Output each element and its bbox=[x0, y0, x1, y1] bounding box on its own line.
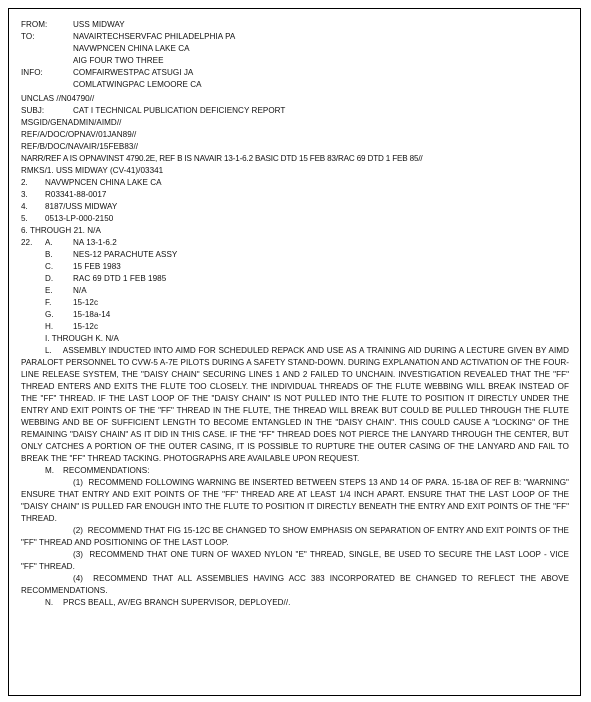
to-value: AIG FOUR TWO THREE bbox=[73, 56, 164, 65]
sub-text: N/A bbox=[73, 286, 87, 295]
item-number: 2. bbox=[21, 178, 28, 187]
sub-label: E. bbox=[45, 286, 53, 295]
item-22-d bbox=[21, 273, 569, 285]
rec-number: (1) bbox=[73, 478, 84, 487]
info-value: COMFAIRWESTPAC ATSUGI JA bbox=[73, 68, 194, 77]
item-number: 5. bbox=[21, 214, 28, 223]
rec-text: RECOMMEND THAT ONE TURN OF WAXED NYLON "E" THREAD, SINGLE, BE USED TO SECURE THE LAST LOOP - VICE "FF" THREAD. bbox=[21, 550, 569, 571]
to-value: NAVAIRTECHSERVFAC PHILADELPHIA PA bbox=[73, 32, 236, 41]
from-value: USS MIDWAY bbox=[73, 20, 125, 29]
sub-text: PRCS BEALL, AV/EG BRANCH SUPERVISOR, DEPLOYED//. bbox=[63, 598, 291, 607]
item-number: 3. bbox=[21, 190, 28, 199]
item-number: 22. bbox=[21, 238, 33, 247]
ref-b-line: REF/B/DOC/NAVAIR/15FEB83// bbox=[21, 142, 139, 151]
item-22-m bbox=[21, 465, 569, 477]
to-line bbox=[21, 55, 569, 67]
rec-number: (2) bbox=[73, 526, 84, 535]
sub-label: D. bbox=[45, 274, 54, 283]
subj-value: CAT I TECHNICAL PUBLICATION DEFICIENCY REPORT bbox=[73, 106, 286, 115]
sub-text: RAC 69 DTD 1 FEB 1985 bbox=[73, 274, 167, 283]
to-label: TO: bbox=[21, 32, 35, 41]
recommendation bbox=[21, 549, 569, 573]
sub-label: A. bbox=[45, 238, 53, 247]
paragraph-text: ASSEMBLY INDUCTED INTO AIMD FOR SCHEDULED REPACK AND USE AS A TRAINING AID DURING A LECTURE GIVEN BY AIMD PARALOFT PERSONNEL TO CVW-5 A-7E PILOTS DURING A SAFETY STAND-DOWN. DURING EXPLANATION AND ACTIVATION OF THE FOUR-LINE RELEASE SYSTEM, THE "DAISY CHAIN" SECURING LINES 1 AND 2 FAILED TO UNCHAIN. INVESTIGATION REVEALED THAT THE "FF" THREAD ENTERS AND EXITS THE FLUTE TOO CLOSELY. THE INDIVIDUAL THREADS OF THE FLUTE WEBBING WILL BREAK INSTEAD OF THE "FF" THREAD. IF THE LAST LOOP OF THE "DAISY CHAIN" IS NOT PULLED INTO THE FLUTE TO POSITION IT DIRECTLY UNDER THE ENTRY AND EXIT POINTS OF THE "FF" THREAD IN THE FLUTE, THE THREAD WILL BREAK BUT COULD BE PULLED THROUGH THE FLUTE WEBBING AND BE OF SUFFICIENT LENGTH TO BECOME ENTANGLED IN THE "DAISY CHAIN". THIS COULD CAUSE A "LOCKING" OF THE REMAINING "DAISY CHAIN" AS IT DID IN THIS CASE. IF THE "FF" THREAD DOES NOT PIERCE THE LANYARD THROUGH THE CENTER, BUT ONLY CATCHES A PORTION OF THE OUTER CASING, IT IS POSSIBLE TO RUPTURE THE OUTER CASING OF THE LANYARD AND FAIL TO BREAK THE "FF" THREAD TACKING. PHOTOGRAPHS ARE AVAILABLE UPON REQUEST. bbox=[21, 346, 569, 463]
sub-heading: RECOMMENDATIONS: bbox=[63, 466, 150, 475]
rec-number: (4) bbox=[73, 574, 84, 583]
sub-label: C. bbox=[45, 262, 54, 271]
sub-label: B. bbox=[45, 250, 53, 259]
item-22-i-k bbox=[21, 333, 569, 345]
item-text: 0513-LP-000-2150 bbox=[45, 214, 114, 223]
ref-a-line: REF/A/DOC/OPNAV/01JAN89// bbox=[21, 130, 137, 139]
to-value: NAVWPNCEN CHINA LAKE CA bbox=[73, 44, 190, 53]
sub-text: 15 FEB 1983 bbox=[73, 262, 121, 271]
item-text: 8187/USS MIDWAY bbox=[45, 202, 118, 211]
sub-label: N. bbox=[45, 598, 54, 607]
item-22-g bbox=[21, 309, 569, 321]
subj-line bbox=[21, 105, 569, 117]
recommendation bbox=[21, 525, 569, 549]
subj-label: SUBJ: bbox=[21, 106, 45, 115]
rec-text: RECOMMEND THAT FIG 15-12C BE CHANGED TO SHOW EMPHASIS ON SEPARATION OF ENTRY AND EXIT POINTS OF THE "FF" THREAD AND POSITIONING OF THE LAST LOOP. bbox=[21, 526, 569, 547]
sub-label: G. bbox=[45, 310, 54, 319]
msgid-line: MSGID/GENADMIN/AIMD// bbox=[21, 118, 122, 127]
recommendation bbox=[21, 573, 569, 597]
rec-text: RECOMMEND THAT ALL ASSEMBLIES HAVING ACC 383 INCORPORATED BE CHANGED TO REFLECT THE ABOVE RECOMMENDATIONS. bbox=[21, 574, 569, 595]
rmks-line: RMKS/1. USS MIDWAY (CV-41)/03341 bbox=[21, 166, 164, 175]
item-22-c bbox=[21, 261, 569, 273]
narr-line: NARR/REF A IS OPNAVINST 4790.2E, REF B IS NAVAIR 13-1-6.2 BASIC DTD 15 FEB 83/RAC 69 DTD 1 FEB 85// bbox=[21, 154, 423, 163]
item-number: 4. bbox=[21, 202, 28, 211]
through-6-21-line: 6. THROUGH 21. N/A bbox=[21, 226, 101, 235]
sub-label: F. bbox=[45, 298, 52, 307]
rec-number: (3) bbox=[73, 550, 84, 559]
from-line bbox=[21, 19, 569, 31]
sub-text: I. THROUGH K. N/A bbox=[45, 334, 120, 343]
sub-label: M. bbox=[45, 466, 55, 475]
numbered-item bbox=[21, 189, 569, 201]
numbered-item bbox=[21, 177, 569, 189]
sub-text: NA 13-1-6.2 bbox=[73, 238, 117, 247]
info-value: COMLATWINGPAC LEMOORE CA bbox=[73, 80, 202, 89]
sub-text: 15-12c bbox=[73, 322, 99, 331]
item-22-n bbox=[21, 597, 569, 609]
to-line bbox=[21, 31, 569, 43]
item-22-a bbox=[21, 237, 569, 249]
info-label: INFO: bbox=[21, 68, 43, 77]
info-line bbox=[21, 67, 569, 79]
sub-label: L. bbox=[45, 346, 52, 355]
rec-text: RECOMMEND FOLLOWING WARNING BE INSERTED BETWEEN STEPS 13 AND 14 OF PARA. 15-18A OF REF B: "WARNING" ENSURE THAT ENTRY AND EXIT POINTS OF THE "FF" THREAD ARE AT LEAST 1/4 INCH APART. ENSURE THAT THE LAST LOOP OF THE "DAISY CHAIN" IS PULLED FAR ENOUGH INTO THE FLUTE TO POSITION IT DIRECTLY BENEATH THE ENTRY AND EXIT POINTS OF THE "FF" THREAD. bbox=[21, 478, 569, 523]
recommendation bbox=[21, 477, 569, 525]
unclas-line: UNCLAS //N04790// bbox=[21, 94, 95, 103]
numbered-item bbox=[21, 201, 569, 213]
item-22-l-paragraph bbox=[21, 345, 569, 465]
item-text: NAVWPNCEN CHINA LAKE CA bbox=[45, 178, 162, 187]
numbered-item bbox=[21, 213, 569, 225]
sub-text: NES-12 PARACHUTE ASSY bbox=[73, 250, 178, 259]
sub-text: 15-12c bbox=[73, 298, 99, 307]
document-frame bbox=[8, 8, 581, 696]
sub-label: H. bbox=[45, 322, 54, 331]
to-line bbox=[21, 43, 569, 55]
sub-text: 15-18a-14 bbox=[73, 310, 111, 319]
item-text: R03341-88-0017 bbox=[45, 190, 107, 199]
info-line bbox=[21, 79, 569, 91]
from-label: FROM: bbox=[21, 20, 48, 29]
item-22-b bbox=[21, 249, 569, 261]
item-22-e bbox=[21, 285, 569, 297]
item-22-f bbox=[21, 297, 569, 309]
message-document bbox=[21, 19, 569, 609]
item-22-h bbox=[21, 321, 569, 333]
